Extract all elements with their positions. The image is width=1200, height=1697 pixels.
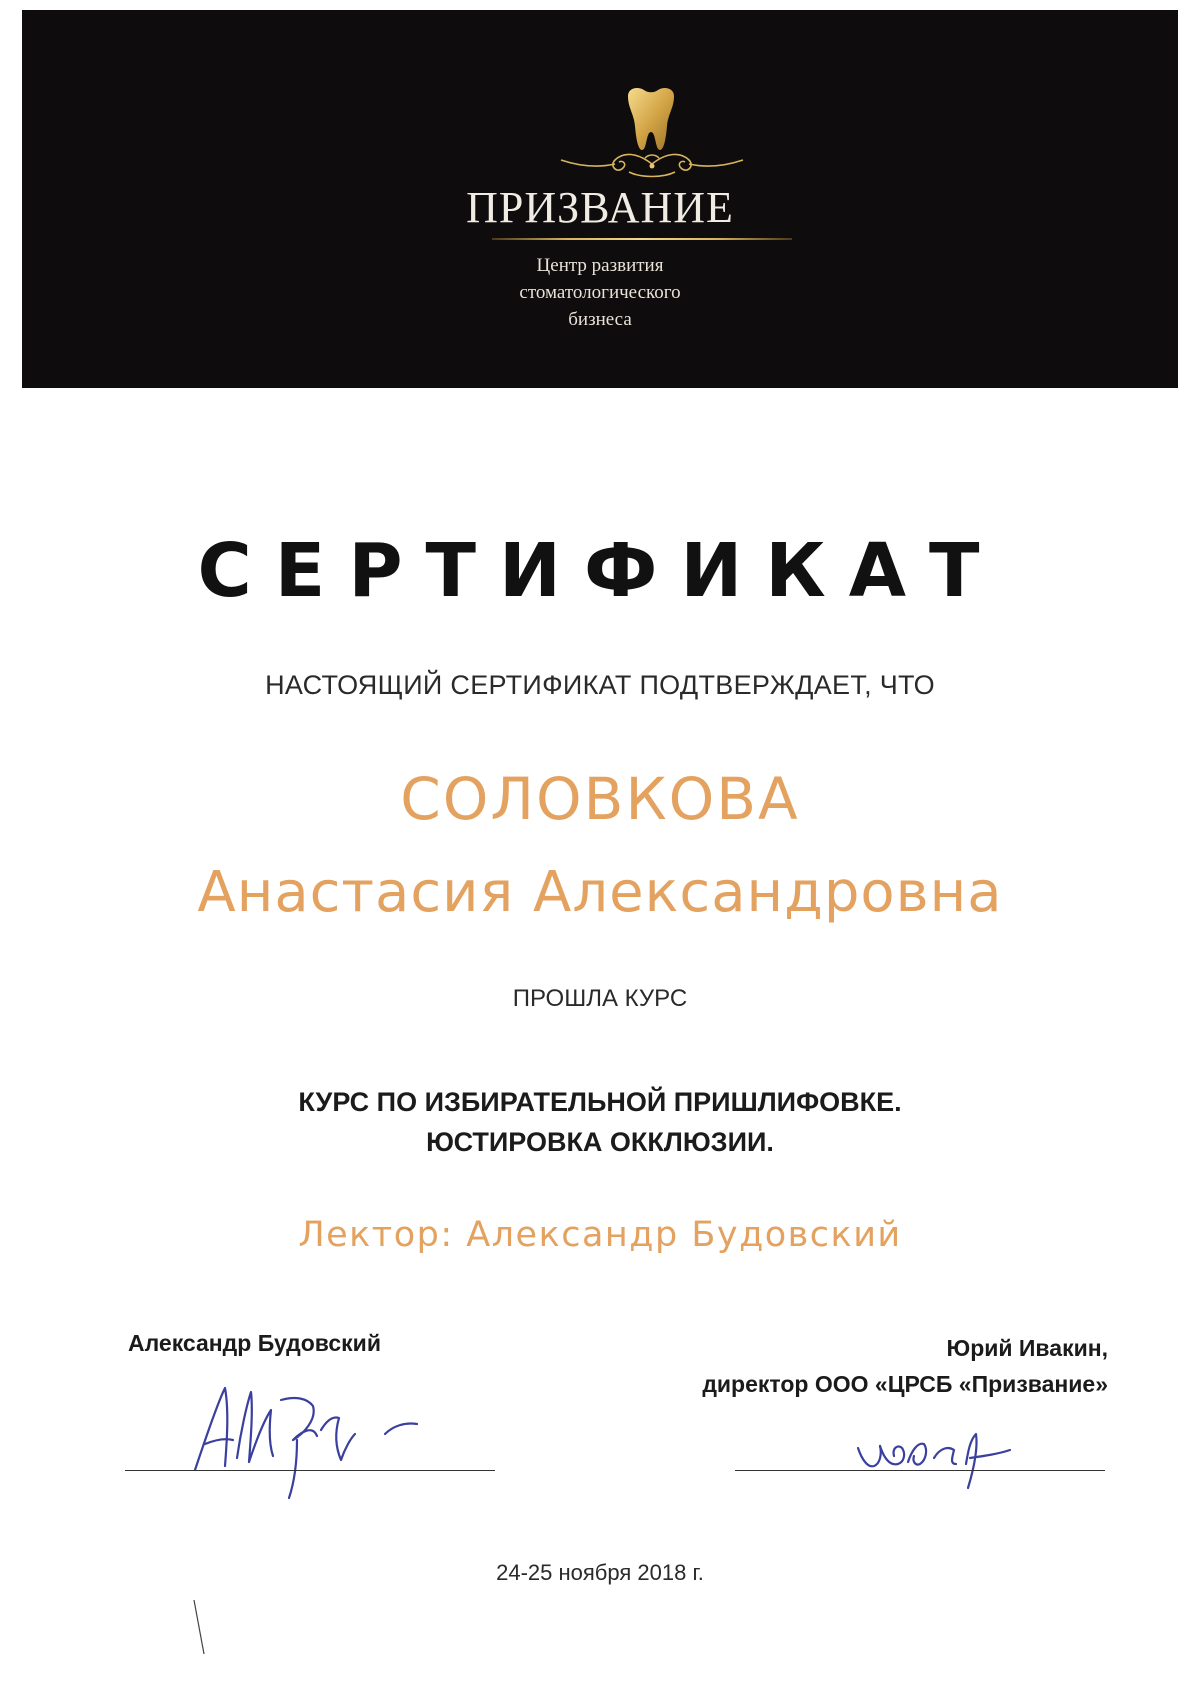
recipient-given-names: Анастасия Александровна	[197, 860, 1003, 925]
tagline-line-1: Центр развития	[536, 255, 664, 276]
left-signature-line	[125, 1470, 495, 1471]
tagline-line-2: стоматологического	[519, 282, 681, 303]
confirm-text: НАСТОЯЩИЙ СЕРТИФИКАТ ПОДТВЕРЖДАЕТ, ЧТО	[265, 670, 935, 700]
scan-mark	[190, 1598, 210, 1658]
right-signatory-name: Юрий Ивакин,	[946, 1335, 1108, 1361]
course-title-line-2: ЮСТИРОВКА ОККЛЮЗИИ.	[426, 1127, 774, 1157]
course-title	[0, 1082, 1200, 1162]
brand-tagline	[22, 252, 1178, 333]
passed-course-text: ПРОШЛА КУРС	[512, 985, 688, 1012]
certificate-title: СЕРТИФИКАТ	[197, 528, 1003, 614]
right-signatory-position: директор ООО «ЦРСБ «Призвание»	[702, 1371, 1108, 1397]
right-signature-line	[735, 1470, 1105, 1471]
event-date: 24-25 ноября 2018 г.	[496, 1560, 704, 1585]
lecturer-name: Лектор: Александр Будовский	[298, 1215, 902, 1255]
tooth-icon	[622, 86, 680, 154]
left-signatory-name: Александр Будовский	[128, 1330, 381, 1356]
left-signature	[185, 1370, 445, 1510]
header-band	[22, 10, 1178, 388]
brand-name: ПРИЗВАНИЕ	[466, 183, 734, 232]
tagline-line-3: бизнеса	[568, 309, 632, 330]
right-signature	[850, 1428, 1050, 1508]
gold-flourish-ornament	[557, 146, 747, 180]
brand-divider	[492, 238, 792, 240]
course-title-line-1: КУРС ПО ИЗБИРАТЕЛЬНОЙ ПРИШЛИФОВКЕ.	[298, 1087, 902, 1117]
right-signatory-block	[702, 1330, 1108, 1402]
recipient-surname: СОЛОВКОВА	[400, 765, 800, 833]
